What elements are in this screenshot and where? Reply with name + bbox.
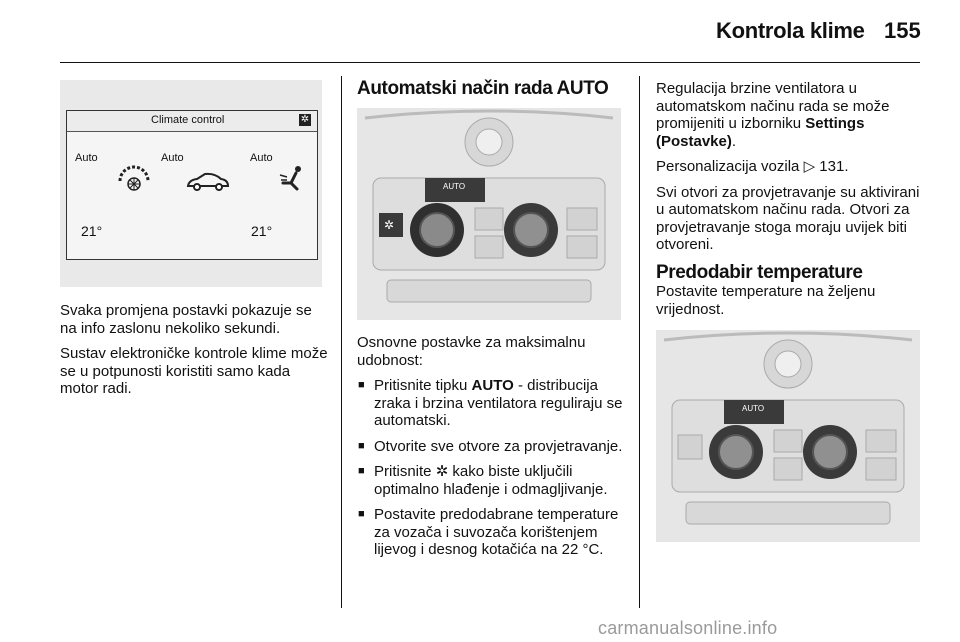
control-panel-drawing-2 [656,330,920,542]
header-rule [60,62,920,63]
col2-intro: Osnovne postavke za maksimalnu udobnost: [357,334,586,369]
display-left-auto: Auto [75,152,98,164]
display-settings-icon: ✲ [300,114,310,125]
bullet-item-auto: ■ Pritisnite tipku AUTO - distribucija zraka i brzina ventilatora reguliraju se automatski. [357,377,627,430]
display-title: Climate control [151,114,225,126]
column-2 [357,80,627,104]
page-reference-arrow-icon: ▷ [803,158,816,175]
col3-paragraph-1: Regulacija brzine ventilatora u automatskom načinu rada se može promijeniti u izborniku Settings (Postavke). [656,80,890,150]
col2-heading: Automatski način rada AUTO [357,78,609,99]
ac-snowflake-icon: ✲ [435,463,449,480]
bullet-item-vents: ■ Otvorite sve otvore za provjetravanje. [357,438,627,456]
col3-paragraph-4: Postavite temperature na željenu vrijednost. [656,283,876,318]
display-title-bar [67,111,317,132]
display-left-temp: 21° [81,223,103,239]
panel-auto-label-2: AUTO [742,404,765,413]
column-divider-left [341,76,342,608]
display-right-auto: Auto [250,152,273,164]
display-center-auto: Auto [161,152,184,164]
col2-bullet-list [357,377,627,559]
page-header-title: Kontrola klime [716,18,865,43]
panel-ac-icon-1: ✲ [384,218,395,232]
col3-paragraph-2: Personalizacija vozila ▷ 131. [656,158,849,175]
page-number: 155 [884,18,921,43]
bullet-item-temperature: ■ Postavite predodabrane temperature za vozača i suvozača korištenjem lijevog i desnog kotačića na 22 °C. [357,506,627,559]
fan-speed-icon [117,165,151,193]
col3-heading: Predodabir temperature [656,261,863,283]
car-airflow-icon [185,171,231,193]
column-2-text [357,334,627,567]
climate-display-illustration [60,80,322,287]
control-panel-drawing-1 [357,108,621,320]
watermark: carmanualsonline.info [598,618,778,638]
panel-auto-label-1: AUTO [443,182,466,191]
column-3 [656,80,924,326]
column-divider-right [639,76,640,608]
control-panel-illustration-1 [357,108,621,320]
col1-paragraph-2: Sustav elektroničke kontrole klime može se u potpunosti koristiti samo kada motor radi. [60,345,328,397]
column-1 [60,302,330,406]
col1-paragraph-1: Svaka promjena postavki pokazuje se na info zaslonu nekoliko sekundi. [60,302,312,337]
col3-paragraph-3: Svi otvori za provjetravanje su aktivirani u automatskom načinu rada. Otvori za provjetravanje stoga moraju uvijek biti otvoreni. [656,183,920,253]
control-panel-illustration-2 [656,330,920,542]
climate-display-screen [66,110,318,260]
bullet-item-ac: ■ Pritisnite ✲ kako biste uključili optimalno hlađenje i odmagljivanje. [357,463,627,498]
display-right-temp: 21° [251,223,273,239]
seat-airflow-icon [277,163,307,193]
